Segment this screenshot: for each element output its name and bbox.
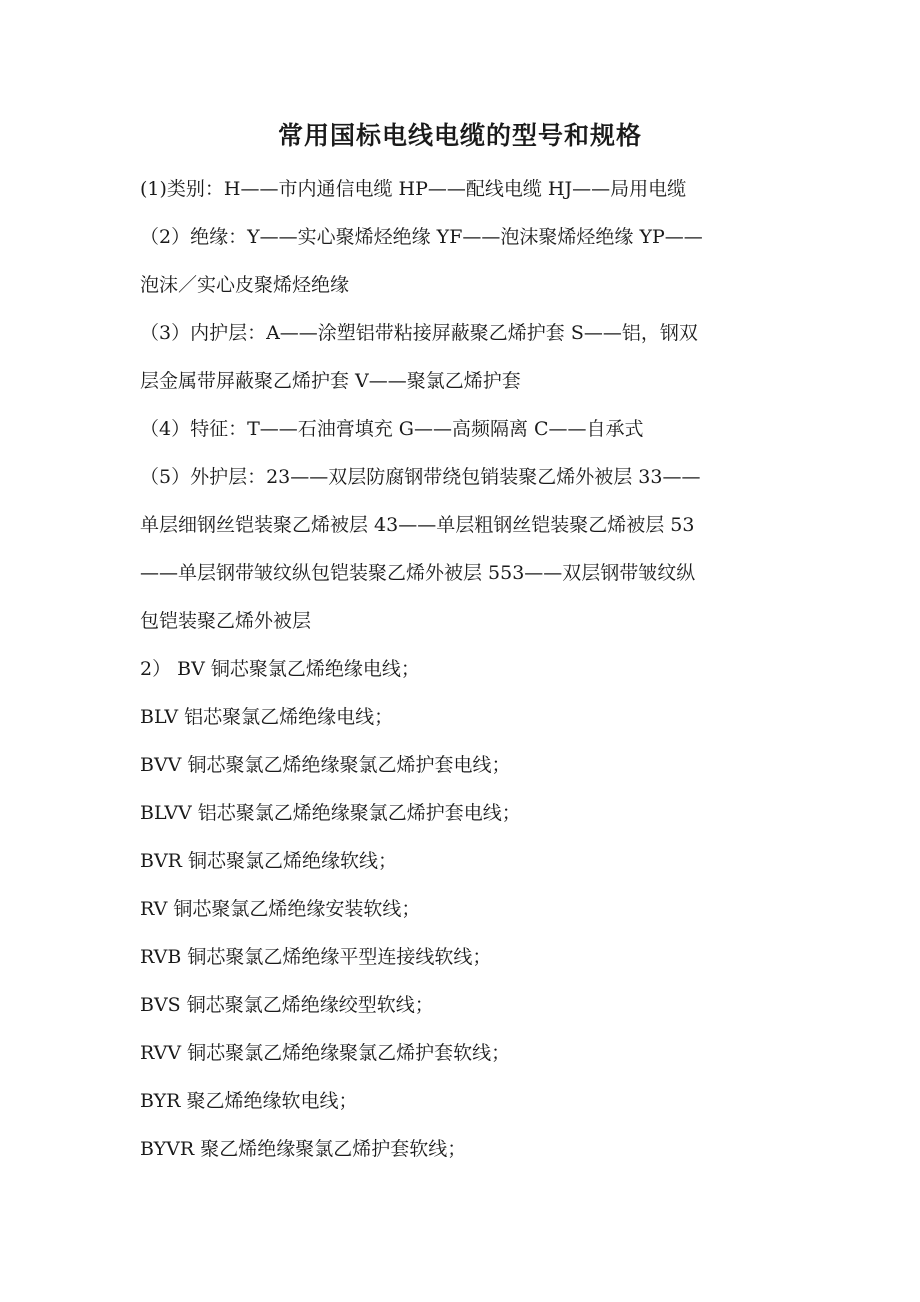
- list-item-bvs: BVS 铜芯聚氯乙烯绝缘绞型软线；: [140, 994, 434, 1016]
- paragraph-outer-sheath: （5）外护层：23——双层防腐钢带绕包销装聚乙烯外被层 33——: [140, 466, 701, 488]
- paragraph-feature: （4）特征：T——石油膏填充 G——高频隔离 C——自承式: [140, 418, 644, 440]
- paragraph-inner-sheath: （3）内护层：A——涂塑铝带粘接屏蔽聚乙烯护套 S——铝，钢双: [140, 322, 698, 344]
- paragraph-outer-sheath-cont-2: ——单层钢带皱纹纵包铠装聚乙烯外被层 553——双层钢带皱纹纵: [140, 562, 696, 584]
- paragraph-insulation-cont: 泡沫／实心皮聚烯烃绝缘: [140, 274, 350, 296]
- paragraph-outer-sheath-cont-1: 单层细钢丝铠装聚乙烯被层 43——单层粗钢丝铠装聚乙烯被层 53: [140, 514, 695, 536]
- list-item-rvb: RVB 铜芯聚氯乙烯绝缘平型连接线软线；: [140, 946, 492, 968]
- paragraph-category: (1)类别：H——市内通信电缆 HP——配线电缆 HJ——局用电缆: [140, 178, 687, 200]
- list-item-byvr: BYVR 聚乙烯绝缘聚氯乙烯护套软线；: [140, 1138, 467, 1160]
- document-body: [140, 165, 785, 1173]
- list-item-rv: RV 铜芯聚氯乙烯绝缘安装软线；: [140, 898, 421, 920]
- list-item-bv: 2） BV 铜芯聚氯乙烯绝缘电线；: [140, 658, 420, 680]
- list-item-bvr: BVR 铜芯聚氯乙烯绝缘软线；: [140, 850, 398, 872]
- paragraph-inner-sheath-cont: 层金属带屏蔽聚乙烯护套 V——聚氯乙烯护套: [140, 370, 521, 392]
- list-item-rvv: RVV 铜芯聚氯乙烯绝缘聚氯乙烯护套软线；: [140, 1042, 511, 1064]
- list-item-byr: BYR 聚乙烯绝缘软电线；: [140, 1090, 358, 1112]
- paragraph-outer-sheath-cont-3: 包铠装聚乙烯外被层: [140, 610, 312, 632]
- document-title: 常用国标电线电缆的型号和规格: [277, 121, 642, 150]
- list-item-bvv: BVV 铜芯聚氯乙烯绝缘聚氯乙烯护套电线；: [140, 754, 511, 776]
- paragraph-insulation: （2）绝缘：Y——实心聚烯烃绝缘 YF——泡沫聚烯烃绝缘 YP——: [140, 226, 703, 248]
- list-item-blvv: BLVV 铝芯聚氯乙烯绝缘聚氯乙烯护套电线；: [140, 802, 521, 824]
- list-item-blv: BLV 铝芯聚氯乙烯绝缘电线；: [140, 706, 394, 728]
